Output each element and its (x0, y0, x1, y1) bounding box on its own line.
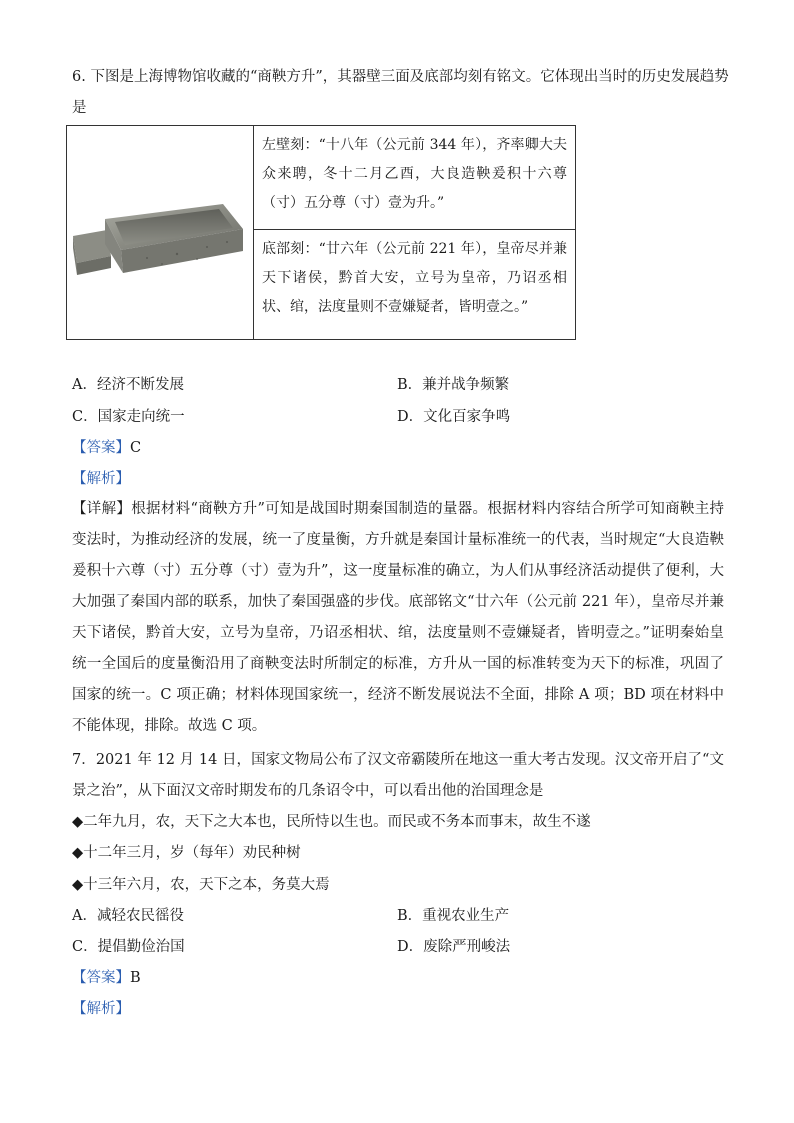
q7-option-b: B．重视农业生产 (397, 908, 510, 924)
q7-edict-2: ◆十二年三月，岁（每年）劝民种树 (72, 845, 301, 861)
q7-edict-1: ◆二年九月，农，天下之大本也，民所恃以生也。而民或不务本而事末，故生不遂 (72, 814, 591, 830)
q7-answer-line (72, 968, 141, 988)
q7-analysis-tag: 【解析】 (72, 1001, 130, 1017)
q7-option-c: C．提倡勤俭治国 (72, 939, 185, 955)
q6-option-a: A．经济不断发展 (72, 377, 184, 393)
detail-tag: 【详解】 (72, 501, 132, 517)
q6-option-d: D．文化百家争鸣 (397, 409, 511, 425)
q7-edict-3: ◆十三年六月，农，天下之本，务莫大焉 (72, 877, 330, 893)
q6-stem-line2: 是 (72, 100, 87, 116)
q6-detail-text: 根据材料“商鞅方升”可知是战国时期秦国制造的量器。根据材料内容结合所学可知商鞅主持变法时，为推动经济的发展，统一了度量衡，方升就是秦国计量标准统一的代表，当时规定“大良造鞅爰积十六尊（寸）五分尊（寸）壹为升”，这一度量标准的确立，为人们从事经济活动提供了便利，大大加强了秦国内部的联系，加快了秦国强盛的步伐。底部铭文“廿六年（公元前 221 年），皇帝尽并兼天下诸侯，黔首大安，立号为皇帝，乃诏丞相状、绾，法度量则不壹嫌疑者，皆明壹之。”证明秦始皇统一全国后的度量衡沿用了商鞅变法时所制定的标准，方升从一国的标准转变为天下的标准，巩固了国家的统一。C 项正确；材料体现国家统一，经济不断发展说法不全面，排除 A 项；BD 项在材料中不能体现，排除。故选 C 项。 (72, 501, 725, 734)
shang-yang-fangsheng-image (67, 126, 253, 338)
q6-option-b: B．兼并战争频繁 (397, 377, 510, 393)
q7-option-d: D．废除严刑峻法 (397, 939, 511, 955)
q7-answer: B (130, 970, 141, 986)
bottom-inscription: 底部刻：“廿六年（公元前 221 年），皇帝尽并兼天下诸侯，黔首大安，立号为皇帝，乃诏丞相状、绾，法度量则不壹嫌疑者，皆明壹之。” (254, 230, 576, 340)
answer-tag: 【答案】 (72, 970, 130, 986)
q6-source-table (66, 125, 576, 340)
left-wall-inscription: 左壁刻：“十八年（公元前 344 年），齐率卿大夫众来聘，冬十二月乙酉，大良造鞅爰积十六尊（寸）五分尊（寸）壹为升。” (254, 126, 576, 230)
q7-stem: 7．2021 年 12 月 14 日，国家文物局公布了汉文帝霸陵所在地这一重大考古发现。汉文帝开启了“文景之治”，从下面汉文帝时期发布的几条诏令中，可以看出他的治国理念是 (72, 752, 724, 799)
q6-stem-line1: 6. 下图是上海博物馆收藏的“商鞅方升”，其器壁三面及底部均刻有铭文。它体现出当时的历史发展趋势 (72, 69, 729, 85)
q6-answer-line (72, 438, 141, 458)
answer-tag: 【答案】 (72, 440, 130, 456)
q7-option-a: A．减轻农民徭役 (72, 908, 184, 924)
fangsheng-image-cell (67, 126, 254, 340)
q6-answer: C (130, 440, 142, 456)
q6-option-c: C．国家走向统一 (72, 409, 185, 425)
q6-detail (72, 494, 724, 742)
q6-analysis-tag: 【解析】 (72, 471, 130, 487)
